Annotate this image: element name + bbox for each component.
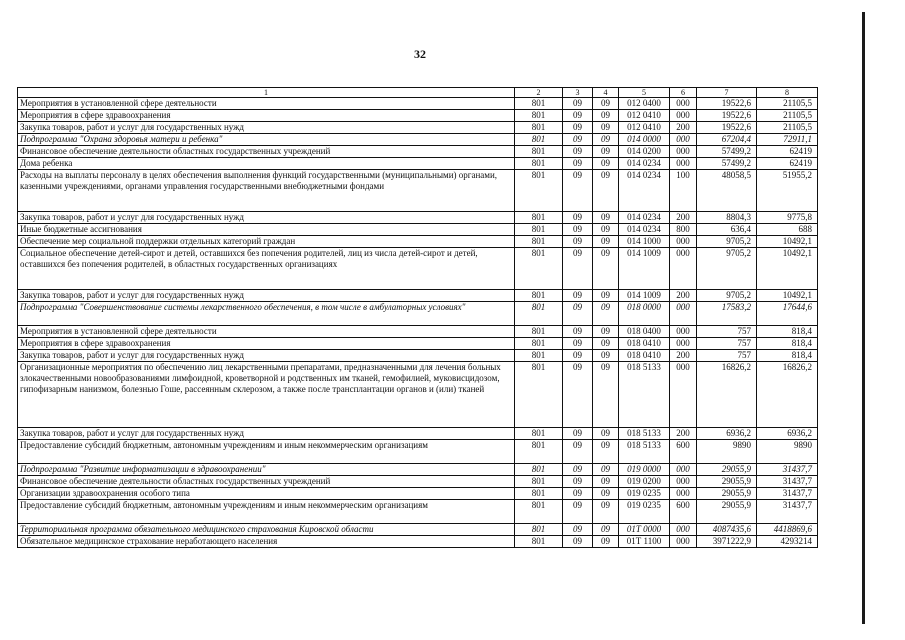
row-amount-year2: 818,4 <box>757 350 818 362</box>
row-admin-code: 801 <box>515 338 563 350</box>
row-subsection-code: 09 <box>593 440 619 464</box>
row-amount-year1: 29055,9 <box>697 488 757 500</box>
table-row <box>18 212 818 224</box>
row-section-code: 09 <box>563 362 593 428</box>
row-target-code: 018 5133 <box>619 428 670 440</box>
row-subsection-code: 09 <box>593 536 619 548</box>
row-name: Закупка товаров, работ и услуг для государственных нужд <box>18 428 515 440</box>
table-row <box>18 428 818 440</box>
table-row <box>18 524 818 536</box>
table-row <box>18 134 818 146</box>
row-expense-type: 200 <box>670 212 697 224</box>
row-amount-year1: 19522,6 <box>697 122 757 134</box>
row-section-code: 09 <box>563 428 593 440</box>
row-name: Мероприятия в установленной сфере деятельности <box>18 98 515 110</box>
row-name: Подпрограмма "Охрана здоровья матери и ребенка" <box>18 134 515 146</box>
row-amount-year1: 16826,2 <box>697 362 757 428</box>
table-row <box>18 440 818 464</box>
row-subsection-code: 09 <box>593 134 619 146</box>
row-expense-type: 000 <box>670 134 697 146</box>
row-expense-type: 000 <box>670 464 697 476</box>
row-name: Социальное обеспечение детей-сирот и детей, оставшихся без попечения родителей, лиц из числа детей-сирот и детей, оставшихся без попечения родителей, в областных государственных организациях <box>18 248 515 290</box>
row-target-code: 014 0234 <box>619 158 670 170</box>
row-amount-year1: 9705,2 <box>697 290 757 302</box>
row-amount-year2: 818,4 <box>757 326 818 338</box>
row-amount-year1: 757 <box>697 338 757 350</box>
row-target-code: 018 5133 <box>619 440 670 464</box>
row-name: Расходы на выплаты персоналу в целях обеспечения выполнения функций государственными (муниципальными) органами, казенными учреждениями, органами управления государственными внебюджетными фондами <box>18 170 515 212</box>
table-row <box>18 488 818 500</box>
row-name: Предоставление субсидий бюджетным, автономным учреждениям и иным некоммерческим организациям <box>18 440 515 464</box>
row-amount-year2: 62419 <box>757 146 818 158</box>
row-admin-code: 801 <box>515 536 563 548</box>
row-target-code: 014 0234 <box>619 212 670 224</box>
row-name: Закупка товаров, работ и услуг для государственных нужд <box>18 350 515 362</box>
row-amount-year2: 21105,5 <box>757 110 818 122</box>
table-row <box>18 476 818 488</box>
row-admin-code: 801 <box>515 488 563 500</box>
row-subsection-code: 09 <box>593 146 619 158</box>
row-name: Организации здравоохранения особого типа <box>18 488 515 500</box>
row-target-code: 019 0235 <box>619 488 670 500</box>
row-amount-year2: 9890 <box>757 440 818 464</box>
row-expense-type: 000 <box>670 476 697 488</box>
row-section-code: 09 <box>563 536 593 548</box>
row-name: Подпрограмма "Развитие информатизации в здравоохранении" <box>18 464 515 476</box>
row-amount-year2: 72911,1 <box>757 134 818 146</box>
row-admin-code: 801 <box>515 248 563 290</box>
row-name: Территориальная программа обязательного медицинского страхования Кировской области <box>18 524 515 536</box>
row-admin-code: 801 <box>515 362 563 428</box>
row-section-code: 09 <box>563 224 593 236</box>
row-amount-year1: 8804,3 <box>697 212 757 224</box>
table-row <box>18 236 818 248</box>
row-target-code: 018 0410 <box>619 350 670 362</box>
row-subsection-code: 09 <box>593 488 619 500</box>
row-amount-year2: 9775,8 <box>757 212 818 224</box>
row-amount-year1: 29055,9 <box>697 500 757 524</box>
row-section-code: 09 <box>563 158 593 170</box>
row-admin-code: 801 <box>515 146 563 158</box>
page-number: 32 <box>414 47 426 61</box>
row-admin-code: 801 <box>515 524 563 536</box>
row-amount-year2: 4293214 <box>757 536 818 548</box>
row-admin-code: 801 <box>515 302 563 326</box>
row-subsection-code: 09 <box>593 158 619 170</box>
row-target-code: 018 0400 <box>619 326 670 338</box>
row-section-code: 09 <box>563 122 593 134</box>
row-subsection-code: 09 <box>593 476 619 488</box>
row-amount-year1: 9705,2 <box>697 236 757 248</box>
budget-table <box>17 87 818 548</box>
row-target-code: 014 1009 <box>619 290 670 302</box>
row-subsection-code: 09 <box>593 290 619 302</box>
row-name: Мероприятия в сфере здравоохранения <box>18 338 515 350</box>
row-expense-type: 200 <box>670 350 697 362</box>
row-expense-type: 200 <box>670 428 697 440</box>
table-row <box>18 158 818 170</box>
row-subsection-code: 09 <box>593 98 619 110</box>
row-amount-year1: 57499,2 <box>697 146 757 158</box>
row-amount-year2: 31437,7 <box>757 464 818 476</box>
row-target-code: 019 0200 <box>619 476 670 488</box>
row-amount-year2: 31437,7 <box>757 500 818 524</box>
table-header-row <box>18 88 818 98</box>
row-section-code: 09 <box>563 488 593 500</box>
row-amount-year1: 4087435,6 <box>697 524 757 536</box>
row-name: Подпрограмма "Совершенствование системы лекарственного обеспечения, в том числе в амбулаторных условиях" <box>18 302 515 326</box>
row-expense-type: 000 <box>670 362 697 428</box>
row-amount-year2: 10492,1 <box>757 248 818 290</box>
row-name: Предоставление субсидий бюджетным, автономным учреждениям и иным некоммерческим организациям <box>18 500 515 524</box>
column-header: 3 <box>563 88 593 98</box>
column-header: 5 <box>619 88 670 98</box>
column-header: 6 <box>670 88 697 98</box>
row-target-code: 012 0400 <box>619 98 670 110</box>
row-expense-type: 100 <box>670 170 697 212</box>
row-admin-code: 801 <box>515 224 563 236</box>
table-row <box>18 170 818 212</box>
row-amount-year2: 21105,5 <box>757 122 818 134</box>
table-row <box>18 326 818 338</box>
row-name: Обеспечение мер социальной поддержки отдельных категорий граждан <box>18 236 515 248</box>
row-admin-code: 801 <box>515 236 563 248</box>
row-target-code: 018 0410 <box>619 338 670 350</box>
row-amount-year1: 29055,9 <box>697 464 757 476</box>
table-row <box>18 146 818 158</box>
table-row <box>18 338 818 350</box>
row-section-code: 09 <box>563 524 593 536</box>
row-section-code: 09 <box>563 350 593 362</box>
row-amount-year1: 67204,4 <box>697 134 757 146</box>
row-amount-year2: 62419 <box>757 158 818 170</box>
row-subsection-code: 09 <box>593 464 619 476</box>
row-name: Мероприятия в установленной сфере деятельности <box>18 326 515 338</box>
row-amount-year2: 10492,1 <box>757 236 818 248</box>
row-section-code: 09 <box>563 326 593 338</box>
row-amount-year1: 9705,2 <box>697 248 757 290</box>
row-name: Иные бюджетные ассигнования <box>18 224 515 236</box>
row-amount-year1: 636,4 <box>697 224 757 236</box>
table-row <box>18 500 818 524</box>
row-section-code: 09 <box>563 98 593 110</box>
row-amount-year1: 19522,6 <box>697 110 757 122</box>
table-row <box>18 536 818 548</box>
row-subsection-code: 09 <box>593 350 619 362</box>
row-subsection-code: 09 <box>593 122 619 134</box>
row-admin-code: 801 <box>515 158 563 170</box>
row-admin-code: 801 <box>515 428 563 440</box>
table-row <box>18 464 818 476</box>
table-row <box>18 98 818 110</box>
row-amount-year2: 21105,5 <box>757 98 818 110</box>
row-name: Закупка товаров, работ и услуг для государственных нужд <box>18 212 515 224</box>
row-admin-code: 801 <box>515 326 563 338</box>
row-target-code: 018 0000 <box>619 302 670 326</box>
row-name: Организационные мероприятия по обеспечению лиц лекарственными препаратами, предназначенными для лечения больных злокачественными новообразованиями лимфоидной, кроветворной и родственных им тканей, гемофилией, муковисцидозом, гипофизарным нанизмом, болезнью Гоше, рассеянным склерозом, а также после трансплантации органов и (или) тканей <box>18 362 515 428</box>
row-amount-year2: 31437,7 <box>757 476 818 488</box>
row-target-code: 018 5133 <box>619 362 670 428</box>
row-target-code: 019 0235 <box>619 500 670 524</box>
row-amount-year1: 57499,2 <box>697 158 757 170</box>
row-subsection-code: 09 <box>593 500 619 524</box>
row-section-code: 09 <box>563 170 593 212</box>
row-target-code: 014 0234 <box>619 224 670 236</box>
row-expense-type: 000 <box>670 158 697 170</box>
column-header: 2 <box>515 88 563 98</box>
row-name: Закупка товаров, работ и услуг для государственных нужд <box>18 290 515 302</box>
row-name: Финансовое обеспечение деятельности областных государственных учреждений <box>18 476 515 488</box>
row-expense-type: 000 <box>670 488 697 500</box>
row-section-code: 09 <box>563 476 593 488</box>
column-header: 8 <box>757 88 818 98</box>
row-target-code: 014 0234 <box>619 170 670 212</box>
row-subsection-code: 09 <box>593 326 619 338</box>
row-admin-code: 801 <box>515 170 563 212</box>
row-amount-year2: 6936,2 <box>757 428 818 440</box>
row-section-code: 09 <box>563 212 593 224</box>
row-expense-type: 000 <box>670 536 697 548</box>
row-amount-year2: 51955,2 <box>757 170 818 212</box>
row-name: Мероприятия в сфере здравоохранения <box>18 110 515 122</box>
row-expense-type: 000 <box>670 146 697 158</box>
row-target-code: 019 0000 <box>619 464 670 476</box>
row-subsection-code: 09 <box>593 236 619 248</box>
row-amount-year1: 3971222,9 <box>697 536 757 548</box>
row-amount-year1: 48058,5 <box>697 170 757 212</box>
table-row <box>18 362 818 428</box>
row-amount-year2: 16826,2 <box>757 362 818 428</box>
table-row <box>18 224 818 236</box>
row-amount-year1: 757 <box>697 326 757 338</box>
row-admin-code: 801 <box>515 212 563 224</box>
row-section-code: 09 <box>563 248 593 290</box>
row-amount-year2: 818,4 <box>757 338 818 350</box>
table-row <box>18 122 818 134</box>
row-expense-type: 200 <box>670 290 697 302</box>
row-target-code: 01Т 1100 <box>619 536 670 548</box>
row-subsection-code: 09 <box>593 224 619 236</box>
page-edge-line <box>862 12 865 624</box>
row-admin-code: 801 <box>515 440 563 464</box>
row-name: Закупка товаров, работ и услуг для государственных нужд <box>18 122 515 134</box>
row-subsection-code: 09 <box>593 362 619 428</box>
table-row <box>18 350 818 362</box>
row-subsection-code: 09 <box>593 248 619 290</box>
row-expense-type: 800 <box>670 224 697 236</box>
row-expense-type: 600 <box>670 500 697 524</box>
row-admin-code: 801 <box>515 290 563 302</box>
row-target-code: 014 0200 <box>619 146 670 158</box>
row-section-code: 09 <box>563 236 593 248</box>
row-name: Финансовое обеспечение деятельности областных государственных учреждений <box>18 146 515 158</box>
row-subsection-code: 09 <box>593 302 619 326</box>
row-target-code: 014 1009 <box>619 248 670 290</box>
row-section-code: 09 <box>563 464 593 476</box>
row-target-code: 014 1000 <box>619 236 670 248</box>
row-target-code: 012 0410 <box>619 122 670 134</box>
row-expense-type: 000 <box>670 236 697 248</box>
row-amount-year2: 10492,1 <box>757 290 818 302</box>
row-subsection-code: 09 <box>593 338 619 350</box>
row-subsection-code: 09 <box>593 524 619 536</box>
row-subsection-code: 09 <box>593 110 619 122</box>
row-subsection-code: 09 <box>593 428 619 440</box>
row-expense-type: 000 <box>670 98 697 110</box>
row-target-code: 01Т 0000 <box>619 524 670 536</box>
row-expense-type: 000 <box>670 302 697 326</box>
column-header: 4 <box>593 88 619 98</box>
row-section-code: 09 <box>563 290 593 302</box>
row-admin-code: 801 <box>515 98 563 110</box>
row-subsection-code: 09 <box>593 170 619 212</box>
row-expense-type: 000 <box>670 338 697 350</box>
row-expense-type: 600 <box>670 440 697 464</box>
row-section-code: 09 <box>563 338 593 350</box>
row-name: Дома ребенка <box>18 158 515 170</box>
table-row <box>18 302 818 326</box>
row-amount-year1: 19522,6 <box>697 98 757 110</box>
row-expense-type: 000 <box>670 248 697 290</box>
row-amount-year1: 9890 <box>697 440 757 464</box>
row-admin-code: 801 <box>515 476 563 488</box>
row-name: Обязательное медицинское страхование неработающего населения <box>18 536 515 548</box>
row-amount-year1: 17583,2 <box>697 302 757 326</box>
row-target-code: 012 0410 <box>619 110 670 122</box>
row-expense-type: 000 <box>670 326 697 338</box>
row-section-code: 09 <box>563 302 593 326</box>
row-expense-type: 000 <box>670 524 697 536</box>
row-admin-code: 801 <box>515 464 563 476</box>
row-section-code: 09 <box>563 134 593 146</box>
table-row <box>18 248 818 290</box>
row-admin-code: 801 <box>515 500 563 524</box>
row-amount-year2: 688 <box>757 224 818 236</box>
row-admin-code: 801 <box>515 122 563 134</box>
row-admin-code: 801 <box>515 134 563 146</box>
row-section-code: 09 <box>563 110 593 122</box>
row-amount-year1: 6936,2 <box>697 428 757 440</box>
column-header: 7 <box>697 88 757 98</box>
row-expense-type: 000 <box>670 110 697 122</box>
table-row <box>18 110 818 122</box>
row-section-code: 09 <box>563 500 593 524</box>
row-amount-year2: 31437,7 <box>757 488 818 500</box>
row-amount-year1: 757 <box>697 350 757 362</box>
row-admin-code: 801 <box>515 350 563 362</box>
row-amount-year1: 29055,9 <box>697 476 757 488</box>
row-expense-type: 200 <box>670 122 697 134</box>
row-section-code: 09 <box>563 440 593 464</box>
row-admin-code: 801 <box>515 110 563 122</box>
table-row <box>18 290 818 302</box>
row-subsection-code: 09 <box>593 212 619 224</box>
row-amount-year2: 17644,6 <box>757 302 818 326</box>
row-target-code: 014 0000 <box>619 134 670 146</box>
row-section-code: 09 <box>563 146 593 158</box>
column-header: 1 <box>18 88 515 98</box>
row-amount-year2: 4418869,6 <box>757 524 818 536</box>
